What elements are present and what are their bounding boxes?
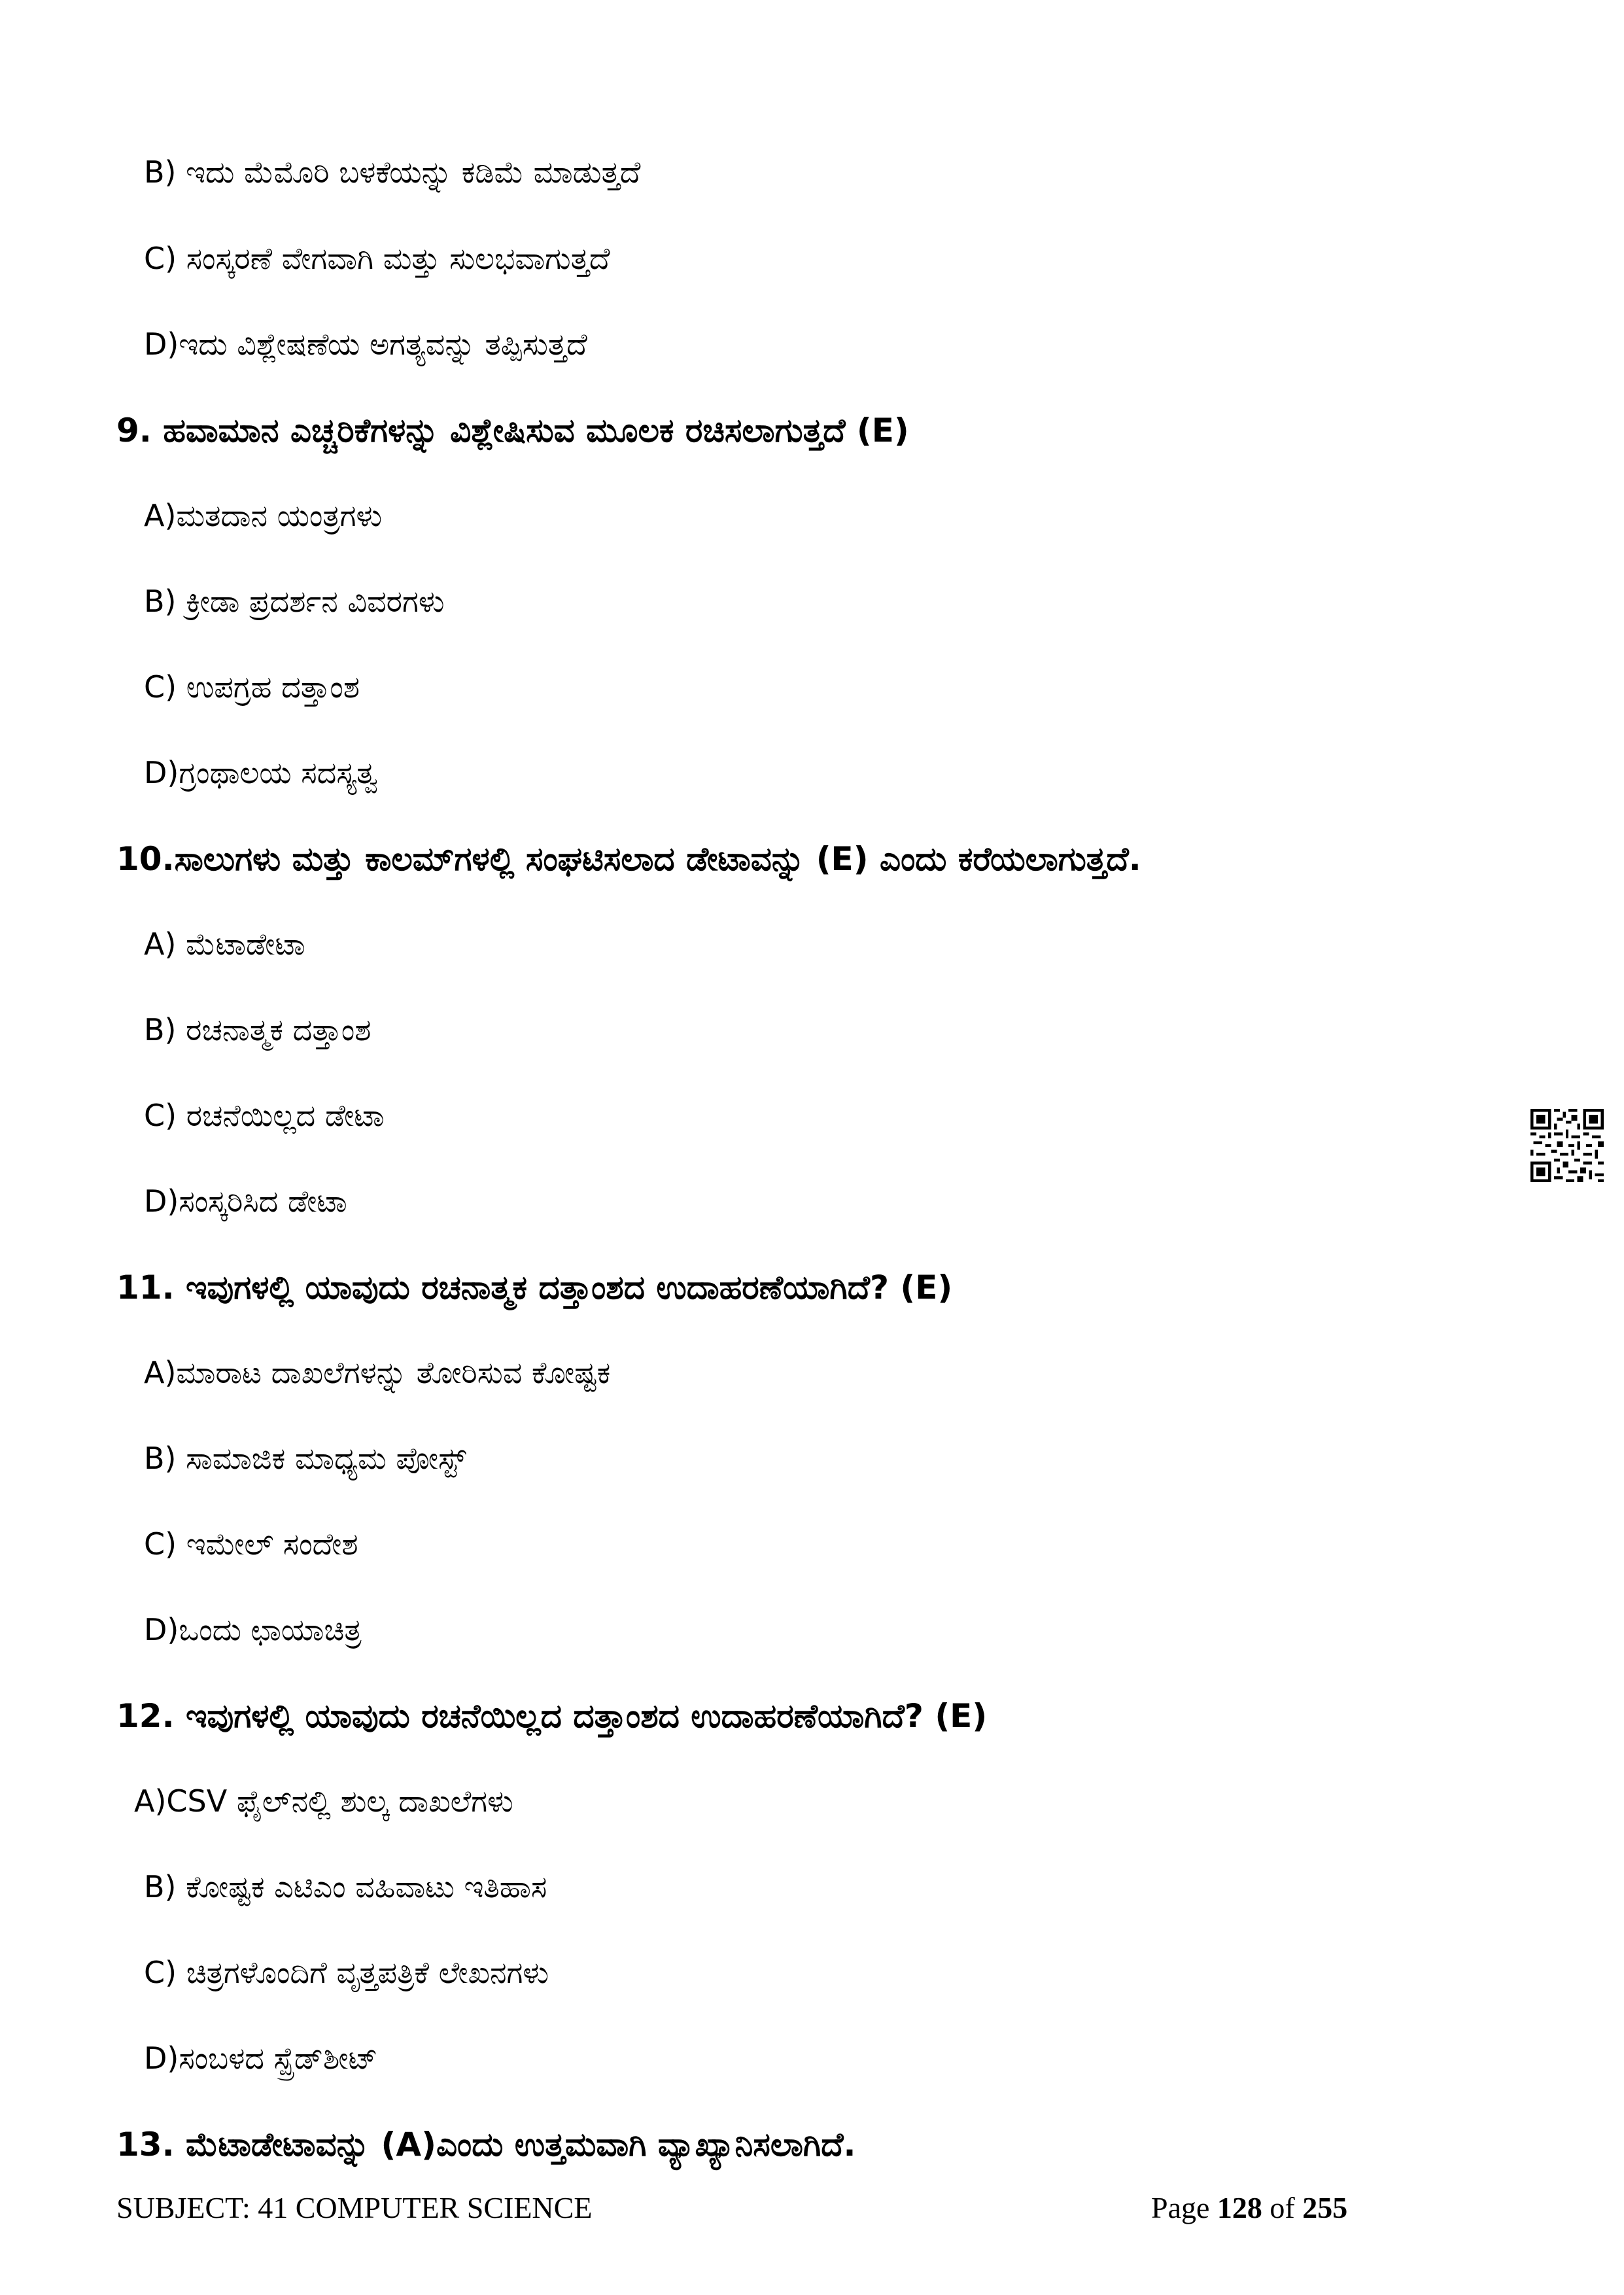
option-line: B) ಕೋಷ್ಟಕ ಎಟಿಎಂ ವಹಿವಾಟು ಇತಿಹಾಸ	[144, 1869, 547, 1904]
question-line: 13. ಮೆಟಾಡೇಟಾವನ್ನು (A)ಎಂದು ಉತ್ತಮವಾಗಿ ವ್ಯಾಖ್ಯಾನಿಸಲಾಗಿದೆ.	[116, 2126, 856, 2164]
page-total: 255	[1302, 2191, 1348, 2224]
footer-subject: SUBJECT: 41 COMPUTER SCIENCE	[116, 2191, 593, 2224]
option-line: D)ಇದು ವಿಶ್ಲೇಷಣೆಯ ಅಗತ್ಯವನ್ನು ತಪ್ಪಿಸುತ್ತದೆ	[144, 326, 587, 362]
question-line: 10.ಸಾಲುಗಳು ಮತ್ತು ಕಾಲಮ್‌ಗಳಲ್ಲಿ ಸಂಘಟಿಸಲಾದ ಡೇಟಾವನ್ನು (E) ಎಂದು ಕರೆಯಲಾಗುತ್ತದೆ.	[116, 840, 1141, 878]
option-line: A) ಮೆಟಾಡೇಟಾ	[144, 926, 305, 962]
option-line: D)ಒಂದು ಛಾಯಾಚಿತ್ರ	[144, 1612, 362, 1647]
option-line: C) ಚಿತ್ರಗಳೊಂದಿಗೆ ವೃತ್ತಪತ್ರಿಕೆ ಲೇಖನಗಳು	[144, 1955, 549, 1990]
option-line: D)ಸಂಬಳದ ಸ್ಪ್ರೆಡ್‌ಶೀಟ್	[144, 2041, 378, 2076]
option-line: A)CSV ಫೈಲ್‌ನಲ್ಲಿ ಶುಲ್ಕ ದಾಖಲೆಗಳು	[134, 1783, 513, 1819]
option-line: A)ಮತದಾನ ಯಂತ್ರಗಳು	[144, 498, 383, 533]
option-line: A)ಮಾರಾಟ ದಾಖಲೆಗಳನ್ನು ತೋರಿಸುವ ಕೋಷ್ಟಕ	[144, 1355, 611, 1390]
question-line: 12. ಇವುಗಳಲ್ಲಿ ಯಾವುದು ರಚನೆಯಿಲ್ಲದ ದತ್ತಾಂಶದ ಉದಾಹರಣೆಯಾಗಿದೆ? (E)	[116, 1697, 988, 1735]
option-line: C) ರಚನೆಯಿಲ್ಲದ ಡೇಟಾ	[144, 1098, 385, 1133]
option-line: B) ಸಾಮಾಜಿಕ ಮಾಧ್ಯಮ ಪೋಸ್ಟ್	[144, 1441, 466, 1476]
option-line: D)ಸಂಸ್ಕರಿಸಿದ ಡೇಟಾ	[144, 1183, 347, 1219]
page-current: 128	[1217, 2191, 1262, 2224]
option-line: C) ಇಮೇಲ್ ಸಂದೇಶ	[144, 1526, 358, 1562]
option-line: B) ಇದು ಮೆಮೊರಿ ಬಳಕೆಯನ್ನು ಕಡಿಮೆ ಮಾಡುತ್ತದೆ	[144, 154, 641, 190]
question-line: 11. ಇವುಗಳಲ್ಲಿ ಯಾವುದು ರಚನಾತ್ಮಕ ದತ್ತಾಂಶದ ಉದಾಹರಣೆಯಾಗಿದೆ? (E)	[116, 1269, 953, 1306]
page-of: of	[1270, 2191, 1295, 2224]
option-line: C) ಉಪಗ್ರಹ ದತ್ತಾಂಶ	[144, 669, 360, 705]
option-line: B) ಕ್ರೀಡಾ ಪ್ರದರ್ಶನ ವಿವರಗಳು	[144, 584, 445, 619]
footer-page-number	[1151, 2193, 1347, 2223]
option-line: C) ಸಂಸ್ಕರಣೆ ವೇಗವಾಗಿ ಮತ್ತು ಸುಲಭವಾಗುತ್ತದೆ	[144, 241, 610, 276]
question-line: 9. ಹವಾಮಾನ ಎಚ್ಚರಿಕೆಗಳನ್ನು ವಿಶ್ಲೇಷಿಸುವ ಮೂಲಕ ರಚಿಸಲಾಗುತ್ತದೆ (E)	[116, 412, 909, 449]
qr-code-icon	[1530, 1109, 1604, 1182]
option-line: B) ರಚನಾತ್ಮಕ ದತ್ತಾಂಶ	[144, 1012, 371, 1047]
page-label: Page	[1151, 2191, 1210, 2224]
option-line: D)ಗ್ರಂಥಾಲಯ ಸದಸ್ಯತ್ವ	[144, 755, 378, 790]
